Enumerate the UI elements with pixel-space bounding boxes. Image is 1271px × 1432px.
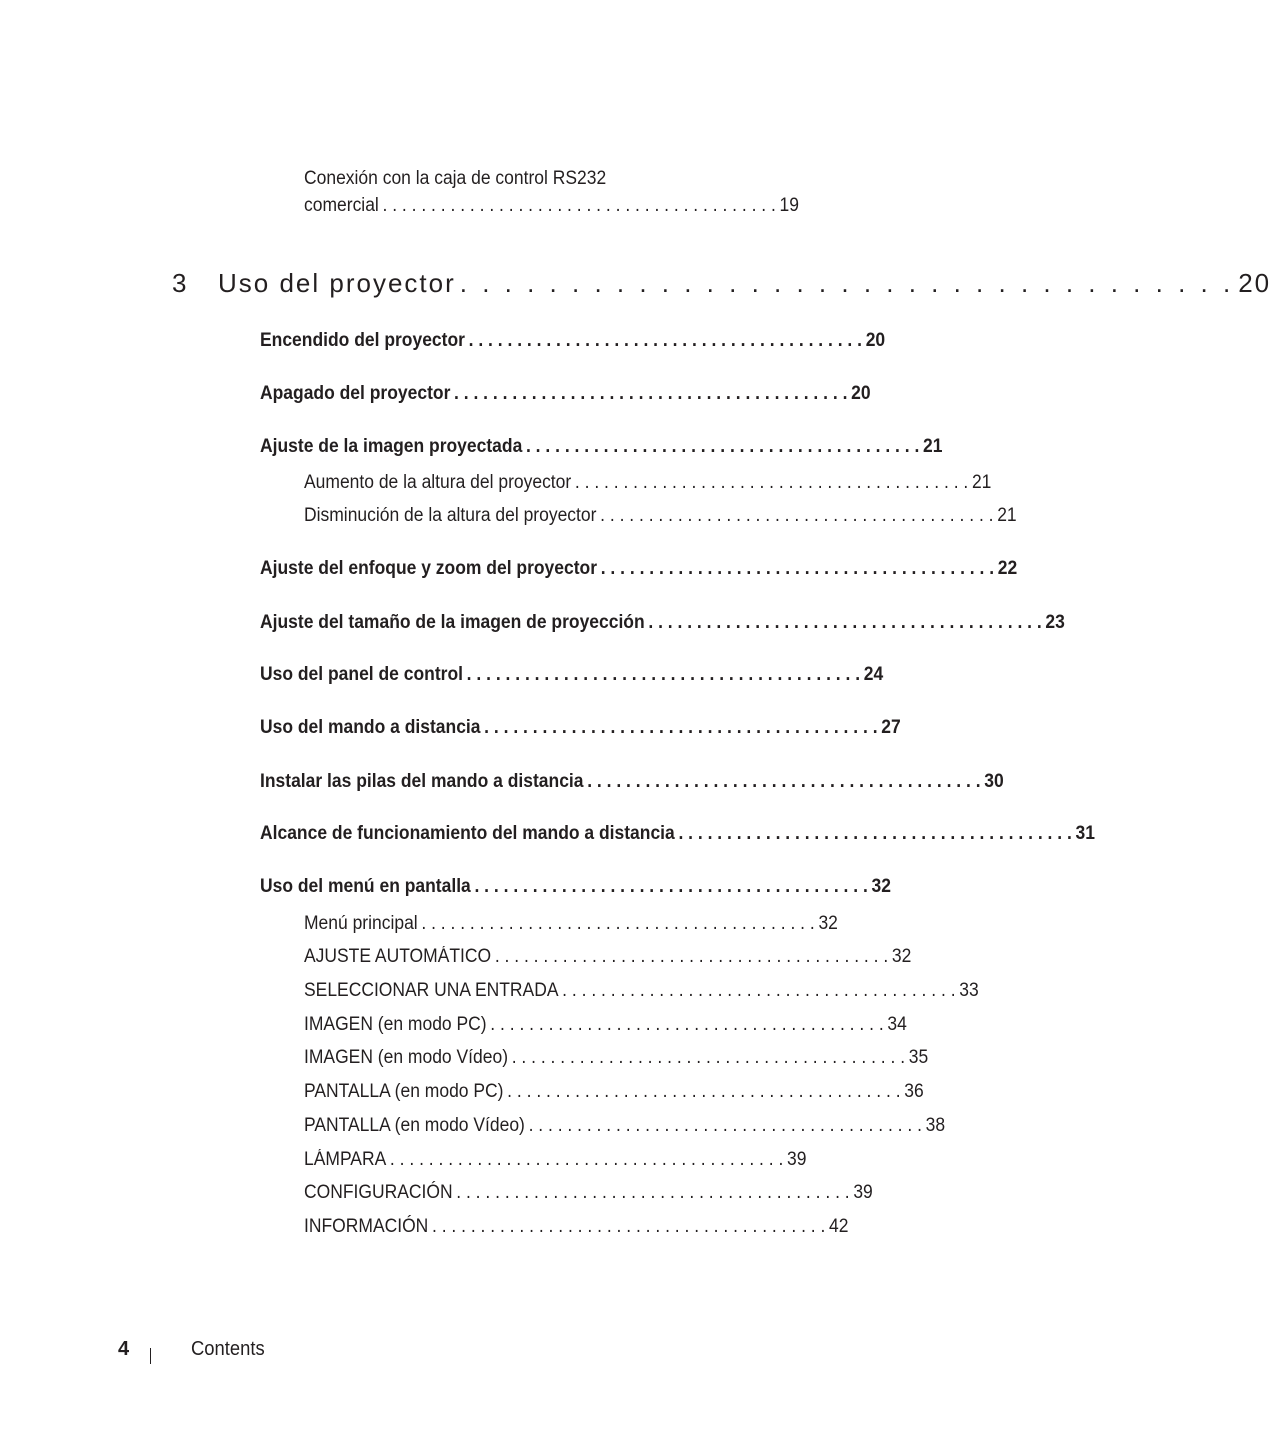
toc-entry-label: SELECCIONAR UNA ENTRADA [304,980,559,1001]
toc-leader-dots: . . . . . . . . . . . . . . . . . . . . . . . . . . . . . . . . . . . . . . . . . [421,913,815,934]
toc-page-number: 42 [829,1216,849,1237]
toc-entry-label: IMAGEN (en modo PC) [304,1014,487,1035]
toc-leader-dots: . . . . . . . . . . . . . . . . . . . . . . . . . . . . . . . . . . . . . . . . . [474,876,868,897]
toc-subentry[interactable] [304,1014,907,1036]
toc-entry-label: INFORMACIÓN [304,1216,429,1237]
toc-leader-dots: . . . . . . . . . . . . . . . . . . . . . . . . . . . . . . . . . . . . . . . . . [587,771,981,792]
toc-entry-label: Ajuste del tamaño de la imagen de proyección [260,612,645,633]
toc-leader-dots: . . . . . . . . . . . . . . . . . . . . . . . . . . . . . . . . . . . . . . . . . [511,1047,906,1068]
toc-page-number: 21 [923,436,943,457]
toc-subentry[interactable] [304,1149,807,1171]
toc-subentry[interactable] [304,1182,873,1204]
toc-entry[interactable] [260,330,886,352]
toc-page-number: 36 [904,1081,924,1102]
toc-page-number: 23 [1045,612,1065,633]
toc-entry-label: comercial [304,195,379,216]
toc-entry[interactable] [260,771,1004,793]
toc-leader-dots: . . . . . . . . . . . . . . . . . . . . . . . . . . . . . . . . . . . . . . . . . [484,717,878,738]
toc-page-number: 20 [865,330,886,351]
toc-page-number: 22 [997,558,1018,579]
toc-entry[interactable] [260,823,1095,845]
toc-entry-label: Ajuste de la imagen proyectada [260,436,523,457]
toc-entry-label: Uso del menú en pantalla [260,876,471,897]
toc-entry[interactable] [260,876,891,898]
footer-section-label: Contents [191,1338,265,1360]
toc-leader-dots: . . . . . . . . . . . . . . . . . . . . . . . . . . . . . . . . . . . [459,268,1235,298]
toc-entry-label: Alcance de funcionamiento del mando a distancia [260,823,675,844]
chapter-title: Uso del proyector [218,268,456,298]
toc-leader-dots: . . . . . . . . . . . . . . . . . . . . . . . . . . . . . . . . . . . . . . . . . [600,505,994,526]
toc-subentry[interactable] [304,1081,924,1103]
toc-subentry[interactable] [304,1047,929,1069]
toc-leader-dots: . . . . . . . . . . . . . . . . . . . . . . . . . . . . . . . . . . . . . . . . . [454,383,848,404]
toc-leader-dots: . . . . . . . . . . . . . . . . . . . . . . . . . . . . . . . . . . . . . . . . . [600,558,995,579]
toc-leader-dots: . . . . . . . . . . . . . . . . . . . . . . . . . . . . . . . . . . . . . . . . . [562,980,956,1001]
toc-page-number: 32 [891,946,912,967]
toc-page-number: 39 [787,1149,807,1170]
toc-entry-label: Uso del mando a distancia [260,717,481,738]
chapter-number: 3 [172,268,189,298]
toc-entry-continued[interactable] [304,195,800,217]
toc-leader-dots: . . . . . . . . . . . . . . . . . . . . . . . . . . . . . . . . . . . . . . . . . [468,330,863,351]
toc-subentry[interactable] [304,505,1017,527]
toc-subentry[interactable] [304,946,912,968]
toc-subentry[interactable] [304,980,979,1002]
toc-leader-dots: . . . . . . . . . . . . . . . . . . . . . . . . . . . . . . . . . . . . . . . . . [382,195,776,216]
toc-entry[interactable] [260,558,1018,580]
toc-page-number: 39 [853,1182,873,1203]
toc-entry-label: Menú principal [304,913,418,934]
toc-page-number: 38 [925,1115,946,1136]
toc-entry-label: Instalar las pilas del mando a distancia [260,771,584,792]
toc-page-number: 30 [984,771,1004,792]
toc-entry-label: Apagado del proyector [260,383,451,404]
toc-leader-dots: . . . . . . . . . . . . . . . . . . . . . . . . . . . . . . . . . . . . . . . . . [507,1081,901,1102]
toc-leader-dots: . . . . . . . . . . . . . . . . . . . . . . . . . . . . . . . . . . . . . . . . . [490,1014,884,1035]
toc-leader-dots: . . . . . . . . . . . . . . . . . . . . . . . . . . . . . . . . . . . . . . . . . [678,823,1072,844]
toc-entry-label: Ajuste del enfoque y zoom del proyector [260,558,598,579]
toc-entry-label: Disminución de la altura del proyector [304,505,597,526]
toc-page-number: 35 [908,1047,929,1068]
toc-page-number: 32 [871,876,891,897]
toc-leader-dots: . . . . . . . . . . . . . . . . . . . . . . . . . . . . . . . . . . . . . . . . . [466,664,861,685]
toc-entry[interactable] [260,612,1065,634]
toc-entry-label: Aumento de la altura del proyector [304,472,572,493]
toc-entry-label: CONFIGURACIÓN [304,1182,453,1203]
toc-leader-dots: . . . . . . . . . . . . . . . . . . . . . . . . . . . . . . . . . . . . . . . . . [525,436,920,457]
toc-subentry[interactable] [304,472,992,494]
toc-leader-dots: . . . . . . . . . . . . . . . . . . . . . . . . . . . . . . . . . . . . . . . . . [648,612,1042,633]
toc-page-number: 19 [779,195,800,216]
toc-leader-dots: . . . . . . . . . . . . . . . . . . . . . . . . . . . . . . . . . . . . . . . . . [574,472,969,493]
toc-entry-label: Uso del panel de control [260,664,464,685]
footer-divider [150,1348,151,1364]
toc-leader-dots: . . . . . . . . . . . . . . . . . . . . . . . . . . . . . . . . . . . . . . . . . [431,1216,826,1237]
toc-page-number: 32 [818,913,838,934]
toc-entry-continued-line1[interactable]: Conexión con la caja de control RS232 [304,168,607,189]
toc-entry[interactable] [260,436,943,458]
toc-entry[interactable] [260,383,871,405]
toc-page-number: 31 [1075,823,1095,844]
toc-entry-label: LÁMPARA [304,1149,387,1170]
toc-entry-label: IMAGEN (en modo Vídeo) [304,1047,509,1068]
toc-subentry[interactable] [304,1115,946,1137]
toc-chapter-heading[interactable] [172,268,1271,299]
toc-leader-dots: . . . . . . . . . . . . . . . . . . . . . . . . . . . . . . . . . . . . . . . . . [389,1149,784,1170]
toc-entry-label: PANTALLA (en modo Vídeo) [304,1115,525,1136]
toc-page-number: 34 [887,1014,907,1035]
toc-leader-dots: . . . . . . . . . . . . . . . . . . . . . . . . . . . . . . . . . . . . . . . . . [494,946,889,967]
toc-page-number: 20 [851,383,871,404]
toc-entry-label: PANTALLA (en modo PC) [304,1081,504,1102]
toc-page-number: 21 [997,505,1017,526]
toc-page-number: 24 [863,664,884,685]
toc-leader-dots: . . . . . . . . . . . . . . . . . . . . . . . . . . . . . . . . . . . . . . . . . [528,1115,922,1136]
toc-page-number: 27 [881,717,901,738]
toc-entry-label: Encendido del proyector [260,330,465,351]
toc-page-number: 21 [971,472,992,493]
toc-page-number: 33 [959,980,979,1001]
toc-entry-label: AJUSTE AUTOMÁTICO [304,946,492,967]
toc-entry[interactable] [260,717,901,739]
toc-leader-dots: . . . . . . . . . . . . . . . . . . . . . . . . . . . . . . . . . . . . . . . . . [456,1182,850,1203]
footer-page-number: 4 [118,1338,130,1360]
chapter-page-number: 20 [1238,268,1271,298]
toc-entry[interactable] [260,664,884,686]
toc-subentry[interactable] [304,913,838,935]
toc-subentry[interactable] [304,1216,849,1238]
